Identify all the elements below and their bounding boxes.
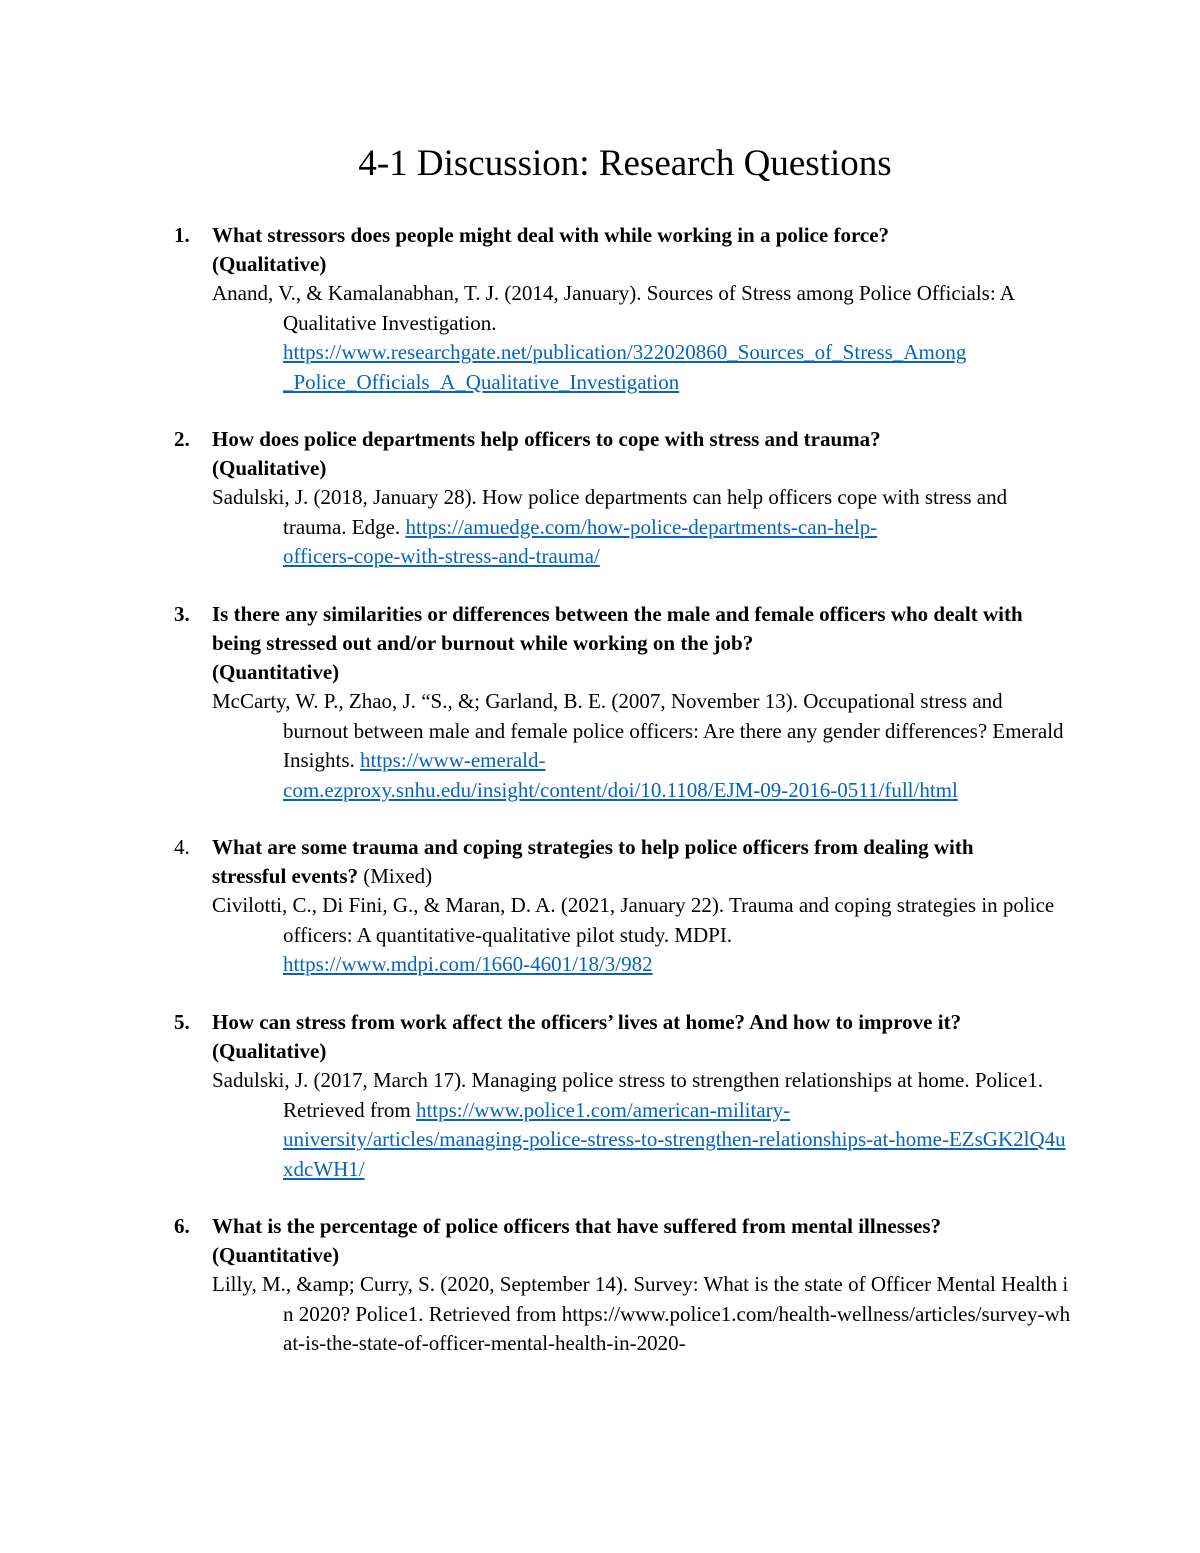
citation-link-part: _Police_Officials_A_Qualitative_Investigation	[283, 369, 680, 394]
citation	[212, 1066, 1072, 1184]
question-prompt: What is the percentage of police officers that have suffered from mental illnesses?	[212, 1214, 942, 1238]
citation	[212, 1270, 1072, 1359]
citation-text: Sadulski, J. (2017, March 17). Managing police stress to strengthen relationships at home. Police1. Retrieved from	[212, 1068, 1044, 1122]
question-prompt: What are some trauma and coping strategies to help police officers from dealing with stressful events?	[212, 835, 974, 888]
citation-text: Civilotti, C., Di Fini, G., & Maran, D. A. (2021, January 22). Trauma and coping strategies in police officers: A quantitative-qualitative pilot study. MDPI.	[212, 893, 1055, 947]
question-number: 3.	[174, 602, 190, 626]
question-text	[212, 425, 1072, 483]
citation-text: McCarty, W. P., Zhao, J. “S., &; Garland, B. E. (2007, November 13). Occupational stress and burnout between male and female police officers: Are there any gender differences? Emerald Insights.	[212, 689, 1064, 772]
question-prompt: What stressors does people might deal with while working in a police force?	[212, 223, 890, 247]
question-prompt: Is there any similarities or differences between the male and female officers who dealt with being stressed out and/or burnout while working on the job?	[212, 602, 1023, 655]
citation-text: Anand, V., & Kamalanabhan, T. J. (2014, January). Sources of Stress among Police Officials: A Qualitative Investigation.	[212, 281, 1014, 335]
citation-link-part: https://www.police1.com/american-military-	[415, 1097, 791, 1122]
citation-link[interactable]	[283, 748, 958, 802]
question-text	[212, 600, 1042, 687]
question-number: 1.	[174, 223, 190, 247]
question-method: (Quantitative)	[212, 660, 340, 684]
question-number: 4.	[174, 835, 190, 859]
question-method: (Qualitative)	[212, 456, 327, 480]
question-method: (Quantitative)	[212, 1243, 340, 1267]
citation-link-part: https://www-emerald-	[360, 748, 546, 772]
citation	[212, 687, 1072, 805]
citation	[212, 483, 1072, 572]
question-text	[212, 1212, 1092, 1270]
citation-link-part: university/articles/managing-police-stress-to-strengthen-relationships-at-home-EZsGK2lQ4uxdcWH1/	[283, 1127, 1066, 1181]
question-method: (Mixed)	[363, 864, 433, 888]
citation-link-part: officers-cope-with-stress-and-trauma/	[283, 544, 600, 568]
page-title: 4-1 Discussion: Research Questions	[358, 143, 892, 184]
question-number: 6.	[174, 1214, 190, 1238]
question-text	[212, 833, 1042, 891]
citation-link-part: com.ezproxy.snhu.edu/insight/content/doi/10.1108/EJM-09-2016-0511/full/html	[283, 777, 958, 802]
citation	[212, 891, 1072, 980]
question-method: (Qualitative)	[212, 252, 327, 276]
question-text	[212, 221, 1072, 279]
citation-text: Sadulski, J. (2018, January 28). How police departments can help officers cope with stress and trauma. Edge.	[212, 485, 1008, 539]
citation-link[interactable]: https://www.mdpi.com/1660-4601/18/3/982	[283, 952, 653, 976]
citation-text: Lilly, M., &amp; Curry, S. (2020, September 14). Survey: What is the state of Officer Mental Health in 2020? Police1. Retrieved from https://www.police1.com/health-wellness/articles/survey-what-is-the-state-of-officer-mental-health-in-2020-	[212, 1272, 1071, 1355]
question-text	[212, 1008, 1092, 1066]
citation-link[interactable]	[283, 340, 966, 394]
question-method: (Qualitative)	[212, 1039, 327, 1063]
question-prompt: How can stress from work affect the officers’ lives at home? And how to improve it?	[212, 1010, 962, 1034]
question-number: 5.	[174, 1010, 190, 1034]
citation-link-part: https://www.researchgate.net/publication/322020860_Sources_of_Stress_Among	[283, 340, 967, 364]
citation-link-part: https://amuedge.com/how-police-departments-can-help-	[405, 514, 878, 539]
question-prompt: How does police departments help officers to cope with stress and trauma?	[212, 427, 881, 451]
question-number: 2.	[174, 427, 190, 451]
citation	[212, 279, 1072, 397]
